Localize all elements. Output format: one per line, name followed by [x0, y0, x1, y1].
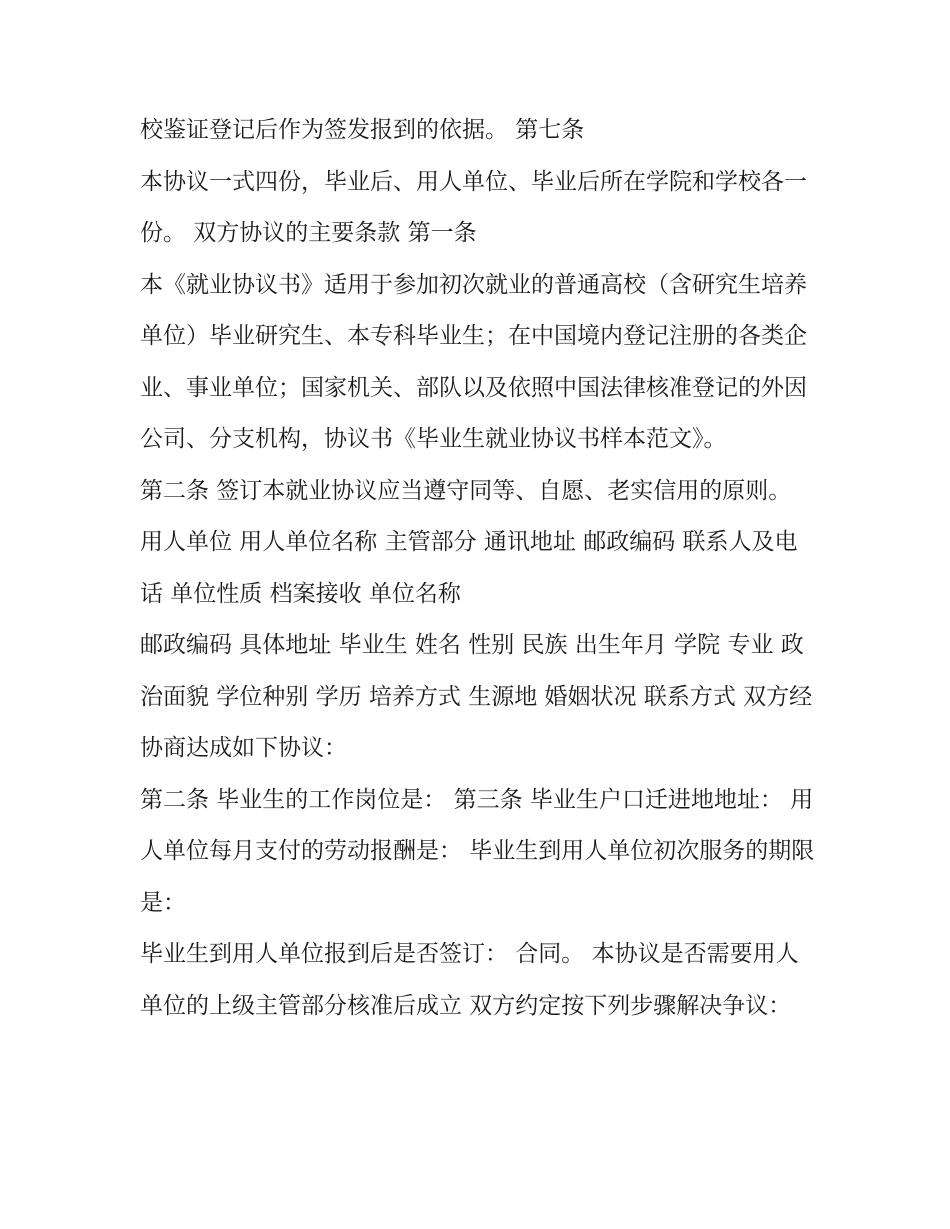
paragraph-7: 毕业生到用人单位报到后是否签订： 合同。 本协议是否需要用人单位的上级主管部分核准后成立 双方约定按下列步骤解决争议： — [140, 941, 799, 1019]
paragraph-4: 第二条 签订本就业协议应当遵守同等、自愿、老实信用的原则。 用人单位 用人单位名称 主管部分 通讯地址 邮政编码 联系人及电话 单位性质 档案接收 单位名称 — [140, 477, 798, 607]
paragraph-6: 第二条 毕业生的工作岗位是： 第三条 毕业生户口迁进地地址： 用人单位每月支付的劳动报酬是： 毕业生到用人单位初次服务的期限是： — [140, 786, 815, 916]
paragraph-1: 校鉴证登记后作为签发报到的依据。 第七条 — [140, 117, 585, 143]
paragraph-5: 邮政编码 具体地址 毕业生 姓名 性别 民族 出生年月 学院 专业 政治面貌 学位种别 学历 培养方式 生源地 婚姻状况 联系方式 双方经协商达成如下协议： — [140, 632, 813, 761]
document-body — [140, 105, 820, 1032]
paragraph-2: 本协议一式四份，毕业后、用人单位、毕业后所在学院和学校各一份。 双方协议的主要条款 第一条 — [140, 168, 807, 246]
paragraph-3: 本《就业协议书》适用于参加初次就业的普通高校（含研究生培养单位）毕业研究生、本专科毕业生；在中国境内登记注册的各类企业、事业单位；国家机关、部队以及依照中国法律核准登记的外因公司、分支机构，协议书《毕业生就业协议书样本范文》。 — [140, 271, 807, 452]
